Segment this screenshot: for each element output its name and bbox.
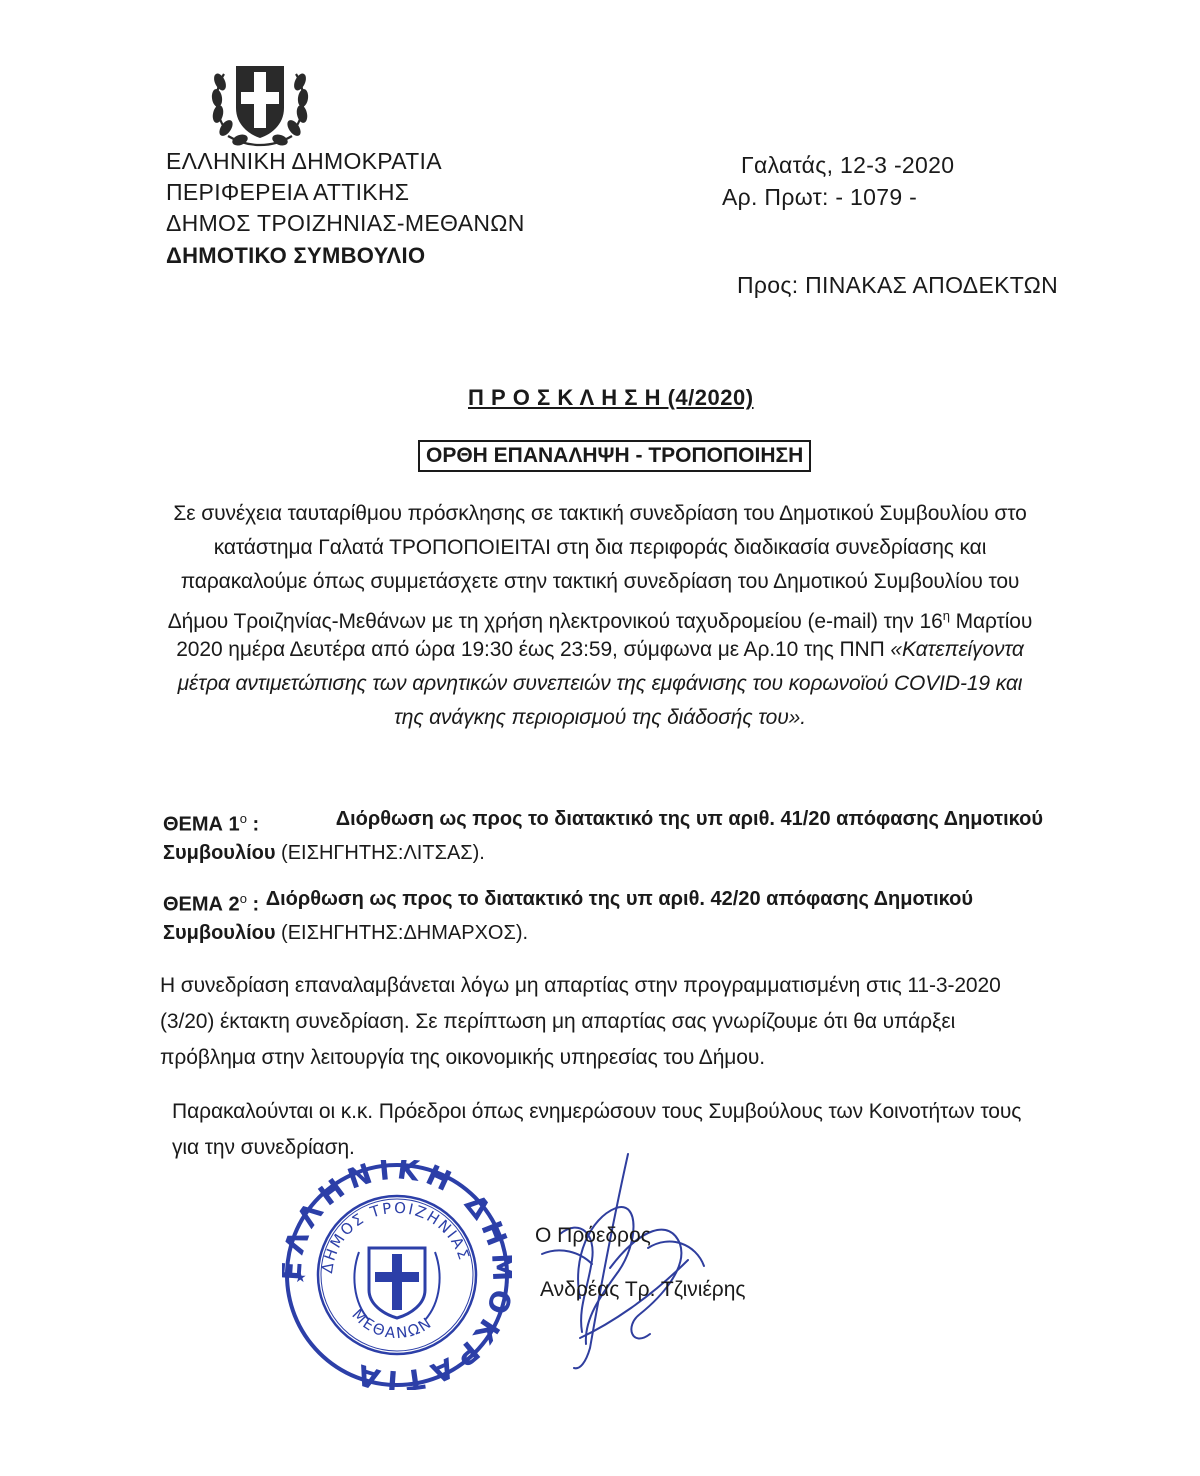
- signature-role: Ο Πρόεδρος: [535, 1224, 651, 1247]
- topic-separator: :: [246, 893, 260, 916]
- topic-label: [163, 802, 259, 836]
- paragraph-line: πρόβλημα στην λειτουργία της οικονομικής υπηρεσίας του Δήμου.: [160, 1046, 765, 1069]
- document-date: Γαλατάς, 12-3 -2020: [741, 152, 955, 178]
- topic-rapporteur: (ΕΙΣΗΓΗΤΗΣ:ΛΙΤΣΑΣ).: [275, 842, 485, 864]
- paragraph-line: Η συνεδρίαση επαναλαμβάνεται λόγω μη απαρτίας στην προγραμματισμένη στις 11-3-2020: [160, 974, 1001, 997]
- header-municipality: ΔΗΜΟΣ ΤΡΟΙΖΗΝΙΑΣ-ΜΕΘΑΝΩΝ: [166, 210, 525, 236]
- paragraph-text: 2020 ημέρα Δευτέρα από ώρα 19:30 έως 23:59, σύμφωνα με Αρ.10 της ΠΝΠ: [176, 638, 891, 661]
- greek-emblem-icon: [208, 52, 312, 152]
- topic-label: [163, 882, 259, 916]
- stamp-inner-text: ΔΗΜΟΣ ΤΡΟΙΖΗΝΙΑΣ: [318, 1198, 474, 1275]
- municipal-stamp: [282, 1160, 512, 1390]
- ordinal-superscript: ο: [239, 891, 247, 906]
- stamp-bottom-text: ΜΕΘΑΝΩΝ: [348, 1305, 436, 1343]
- agenda-topic-1: [163, 802, 1043, 870]
- topic-text: Συμβουλίου: [163, 922, 276, 944]
- topic-text: Συμβουλίου: [163, 842, 276, 864]
- header-region: ΠΕΡΙΦΕΡΕΙΑ ΑΤΤΙΚΗΣ: [166, 179, 410, 205]
- paragraph-line: (3/20) έκτακτη συνεδρίαση. Σε περίπτωση μη απαρτίας σας γνωρίζουμε ότι θα υπάρξει: [160, 1010, 956, 1033]
- topic-line: [163, 802, 1043, 836]
- paragraph-line: κατάστημα Γαλατά ΤΡΟΠΟΠΟΙΕΙΤΑΙ στη δια περιφοράς διαδικασία συνεδρίασης και: [213, 536, 987, 559]
- topic-line: [163, 836, 1043, 870]
- document-subtitle: ΟΡΘΗ ΕΠΑΝΑΛΗΨΗ - ΤΡΟΠΟΠΟΙΗΣΗ: [418, 440, 811, 472]
- paragraph-line: της ανάγκης περιορισμού της διάδοσής του».: [394, 706, 806, 729]
- invitation-paragraph: [165, 497, 1035, 735]
- paragraph-text: Δήμου Τροιζηνίας-Μεθάνων με τη χρήση ηλεκτρονικού ταχυδρομείου (e-mail) την 16: [167, 610, 943, 633]
- paragraph-line: Παρακαλούνται οι κ.κ. Πρόεδροι όπως ενημερώσουν τους Συμβούλους των Κοινοτήτων τους: [172, 1100, 1022, 1123]
- agenda-topic-2: [163, 882, 973, 950]
- paragraph-line: για την συνεδρίαση.: [172, 1136, 355, 1159]
- topic-label-text: ΘΕΜΑ 2: [163, 893, 240, 916]
- paragraph-text-italic: «Κατεπείγοντα: [890, 638, 1024, 661]
- topic-line: [163, 916, 973, 950]
- signature-name: Ανδρέας Τρ. Τζινιέρης: [540, 1278, 746, 1301]
- ordinal-superscript: ο: [239, 811, 247, 826]
- paragraph-line: Σε συνέχεια ταυταρίθμου πρόσκλησης σε τακτική συνεδρίαση του Δημοτικού Συμβουλίου στο: [173, 502, 1027, 525]
- protocol-number: Αρ. Πρωτ: - 1079 -: [722, 184, 918, 210]
- document-title: Π Ρ Ο Σ Κ Λ Η Σ Η (4/2020): [468, 385, 754, 410]
- topic-separator: :: [246, 813, 260, 836]
- recipients-line: Προς: ΠΙΝΑΚΑΣ ΑΠΟΔΕΚΤΩΝ: [737, 272, 1059, 298]
- handwritten-signature: [520, 1148, 720, 1378]
- topic-rapporteur: (ΕΙΣΗΓΗΤΗΣ:ΔΗΜΑΡΧΟΣ).: [275, 922, 529, 944]
- paragraph-line: παρακαλούμε όπως συμμετάσχετε στην τακτική συνεδρίαση του Δημοτικού Συμβουλίου του: [180, 570, 1020, 593]
- paragraph-line: [165, 633, 1035, 667]
- topic-text: Διόρθωση ως προς το διατακτικό της υπ αριθ. 42/20 απόφασης Δημοτικού: [265, 888, 973, 910]
- stamp-outer-text: ΛΗΝΙΚΗ ΔΗ ΚΡΑΤΙΑ: [290, 1160, 512, 1390]
- topic-line: [163, 882, 973, 916]
- topic-text: Διόρθωση ως προς το διατακτικό της υπ αριθ. 41/20 απόφασης Δημοτικού: [335, 808, 1043, 830]
- ordinal-superscript: η: [942, 608, 950, 623]
- svg-text:★: ★: [294, 1269, 307, 1285]
- paragraph-line: [165, 599, 1035, 633]
- topic-label-text: ΘΕΜΑ 1: [163, 813, 240, 836]
- header-council: ΔΗΜΟΤΙΚΟ ΣΥΜΒΟΥΛΙΟ: [166, 243, 426, 268]
- paragraph-text: Μαρτίου: [949, 610, 1033, 633]
- quorum-paragraph: [160, 968, 1040, 1076]
- paragraph-line: μέτρα αντιμετώπισης των αρνητικών συνεπειών της εμφάνισης του κορωνοϊού COVID-19 και: [177, 672, 1023, 695]
- header-country: ΕΛΛΗΝΙΚΗ ΔΗΜΟΚΡΑΤΙΑ: [166, 148, 442, 174]
